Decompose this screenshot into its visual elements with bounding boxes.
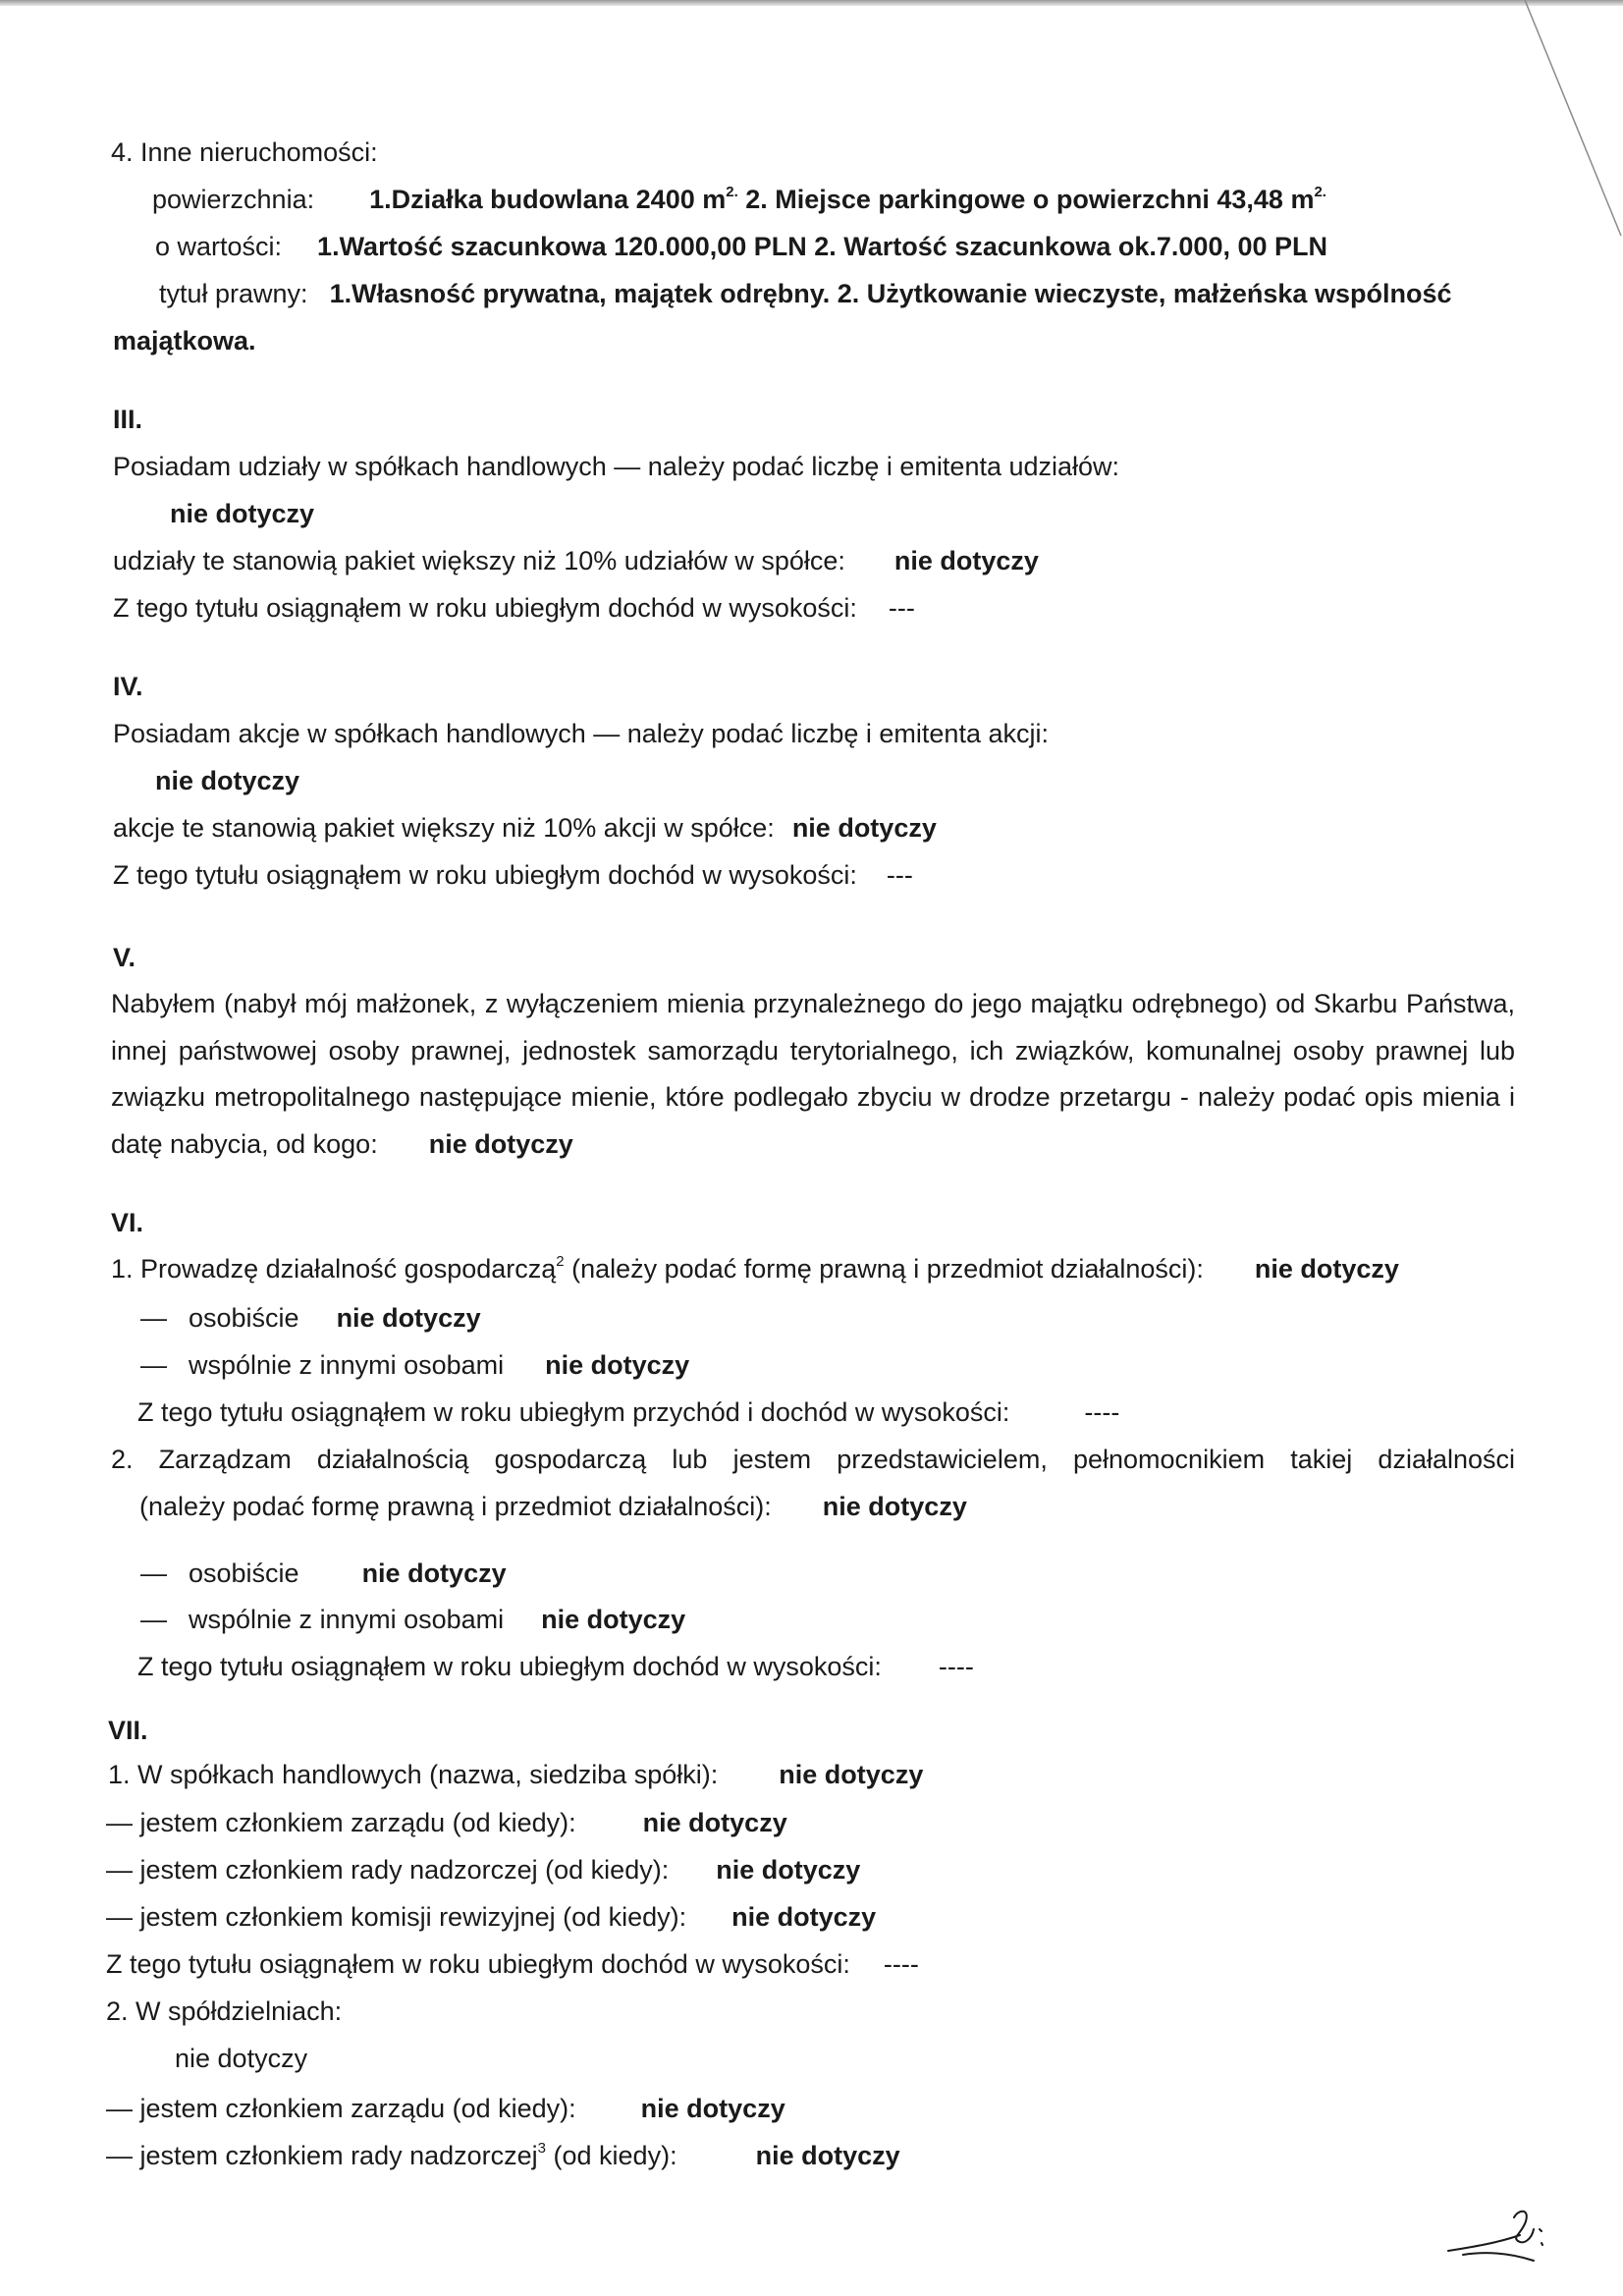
s6-heading: VI. <box>111 1208 144 1237</box>
s4b-a1: nie dotyczy <box>155 766 300 795</box>
s7-coop-board-value: nie dotyczy <box>640 2094 785 2123</box>
s3-row2 <box>113 544 1039 577</box>
s4-value-value: 1.Wartość szacunkowa 120.000,00 PLN 2. Wartość szacunkowa ok.7.000, 00 PLN <box>317 232 1327 261</box>
s6-q2-line2-row <box>139 1490 967 1523</box>
s6-income1-row <box>137 1395 1119 1429</box>
dash-marker: — <box>140 1558 167 1588</box>
s6-joint2-label: wspólnie z innymi osobami <box>189 1605 505 1634</box>
s4b-row3 <box>113 858 913 892</box>
s4b-q3: Z tego tytułu osiągnąłem w roku ubiegłym dochód w wysokości: <box>113 860 857 890</box>
s7-income-row <box>106 1947 919 1981</box>
s7-supervisory-value: nie dotyczy <box>716 1855 861 1885</box>
s7-board-value: nie dotyczy <box>642 1808 787 1837</box>
s3-q2: udziały te stanowią pakiet większy niż 10% udziałów w spółce: <box>113 546 845 575</box>
s4-value-row <box>155 230 1327 263</box>
s6-q2-line2: (należy podać formę prawną i przedmiot działalności): <box>139 1492 772 1521</box>
s6-joint2-row <box>140 1603 685 1636</box>
s7-coop-board-label: — jestem członkiem zarządu (od kiedy): <box>106 2094 576 2123</box>
s3-a3: --- <box>888 593 915 623</box>
s7-a2: nie dotyczy <box>175 2044 308 2073</box>
signature-initials <box>1443 2200 1561 2269</box>
s7-board-row <box>106 1806 787 1839</box>
s6-personal2-row <box>140 1557 507 1590</box>
s7-a1: nie dotyczy <box>779 1760 924 1789</box>
s4b-heading: IV. <box>113 672 143 701</box>
s7-supervisory-label: — jestem członkiem rady nadzorczej (od kiedy): <box>106 1855 670 1885</box>
s6-personal-row <box>140 1301 481 1335</box>
s7-coop-supervisory-label: — jestem członkiem rady nadzorczej$^3$ (od kiedy): <box>106 2140 677 2170</box>
s4-title-value-cont: majątkowa. <box>113 326 256 355</box>
s4-title-label: tytuł prawny: <box>159 279 308 308</box>
s4-area-row <box>152 183 1326 216</box>
s3-q1: Posiadam udziały w spółkach handlowych — należy podać liczbę i emitenta udziałów: <box>113 452 1120 481</box>
s7-supervisory-row <box>106 1853 860 1886</box>
s7-heading: VII. <box>108 1716 148 1745</box>
s5-text-block <box>111 981 1515 1168</box>
s7-q1-row <box>108 1758 923 1791</box>
s6-income1-label: Z tego tytułu osiągnąłem w roku ubiegłym przychód i dochód w wysokości: <box>137 1397 1010 1427</box>
dash-marker: — <box>140 1350 167 1380</box>
s6-q2-line1: 2. Zarządzam działalnością gospodarczą lub jestem przedstawicielem, pełnomocnikiem takiej działalności <box>111 1445 1515 1474</box>
s4-area-label: powierzchnia: <box>152 185 315 214</box>
s4b-q2: akcje te stanowią pakiet większy niż 10% akcji w spółce: <box>113 813 775 843</box>
s7-income-label: Z tego tytułu osiągnąłem w roku ubiegłym dochód w wysokości: <box>106 1949 850 1979</box>
s7-audit-value: nie dotyczy <box>731 1902 877 1932</box>
s7-income-value: ---- <box>883 1949 919 1979</box>
s4-title-value: 1.Własność prywatna, majątek odrębny. 2. Użytkowanie wieczyste, małżeńska wspólność <box>329 279 1452 308</box>
s3-a1: nie dotyczy <box>170 499 315 528</box>
s4-value-label: o wartości: <box>155 232 283 261</box>
s6-q1-row <box>111 1252 1399 1285</box>
scan-right-edge <box>1505 0 1623 324</box>
scan-top-edge <box>0 0 1623 6</box>
s4-title-row <box>159 277 1451 310</box>
s7-audit-row <box>106 1900 876 1934</box>
s3-row3 <box>113 591 915 625</box>
s6-joint-row <box>140 1348 689 1382</box>
s6-personal-value: nie dotyczy <box>336 1303 481 1333</box>
s5-answer: nie dotyczy <box>428 1128 573 1159</box>
s4b-a2: nie dotyczy <box>791 813 937 843</box>
s7-coop-board-row <box>106 2092 785 2125</box>
s6-joint2-value: nie dotyczy <box>541 1605 686 1634</box>
s6-personal-label: osobiście <box>189 1303 299 1333</box>
s4b-a3: --- <box>886 860 913 890</box>
s6-a1: nie dotyczy <box>1254 1254 1399 1284</box>
s7-coop-supervisory-row <box>106 2139 900 2172</box>
s3-heading: III. <box>113 405 143 434</box>
s6-personal2-label: osobiście <box>189 1558 299 1588</box>
s4b-row2 <box>113 811 937 845</box>
s7-board-label: — jestem członkiem zarządu (od kiedy): <box>106 1808 576 1837</box>
s4b-q1: Posiadam akcje w spółkach handlowych — należy podać liczbę i emitenta akcji: <box>113 719 1049 748</box>
s6-income2-row <box>137 1650 974 1683</box>
s7-q2: 2. W spółdzielniach: <box>106 1996 343 2026</box>
dash-marker: — <box>140 1605 167 1634</box>
s6-income1-value: ---- <box>1084 1397 1120 1427</box>
s7-coop-supervisory-value: nie dotyczy <box>755 2141 900 2170</box>
s3-q3: Z tego tytułu osiągnąłem w roku ubiegłym dochód w wysokości: <box>113 593 857 623</box>
s4-heading: 4. Inne nieruchomości: <box>111 137 378 167</box>
s4-area-value: 1.Działka budowlana 2400 $m^{2.}$ 2. Miejsce parkingowe o powierzchni 43,48 $m^{2.}$ <box>369 184 1326 214</box>
s5-text: Nabyłem (nabył mój małżonek, z wyłączeniem mienia przynależnego do jego majątku odrębnego) od Skarbu Państwa, innej państwowej osoby prawnej, jednostek samorządu terytorialnego, ich związków, komunalnej osoby prawnej lub związku metropolitalnego następujące mienie, które podlegało zbyciu w drodze przetargu - należy podać opis mienia i datę nabycia, od kogo: <box>111 989 1515 1159</box>
s6-joint-value: nie dotyczy <box>545 1350 690 1380</box>
s7-audit-label: — jestem członkiem komisji rewizyjnej (od kiedy): <box>106 1902 687 1932</box>
s6-a2: nie dotyczy <box>822 1492 967 1521</box>
s5-heading: V. <box>113 943 136 972</box>
s6-joint-label: wspólnie z innymi osobami <box>189 1350 505 1380</box>
s6-income2-label: Z tego tytułu osiągnąłem w roku ubiegłym dochód w wysokości: <box>137 1652 882 1681</box>
dash-marker: — <box>140 1303 167 1333</box>
s6-income2-value: ---- <box>938 1652 974 1681</box>
s6-personal2-value: nie dotyczy <box>361 1558 507 1588</box>
s6-q1: 1. Prowadzę działalność gospodarczą$^2$ (należy podać formę prawną i przedmiot działalności): <box>111 1253 1204 1284</box>
s3-a2: nie dotyczy <box>893 546 1039 575</box>
s7-q1: 1. W spółkach handlowych (nazwa, siedziba spółki): <box>108 1760 719 1789</box>
